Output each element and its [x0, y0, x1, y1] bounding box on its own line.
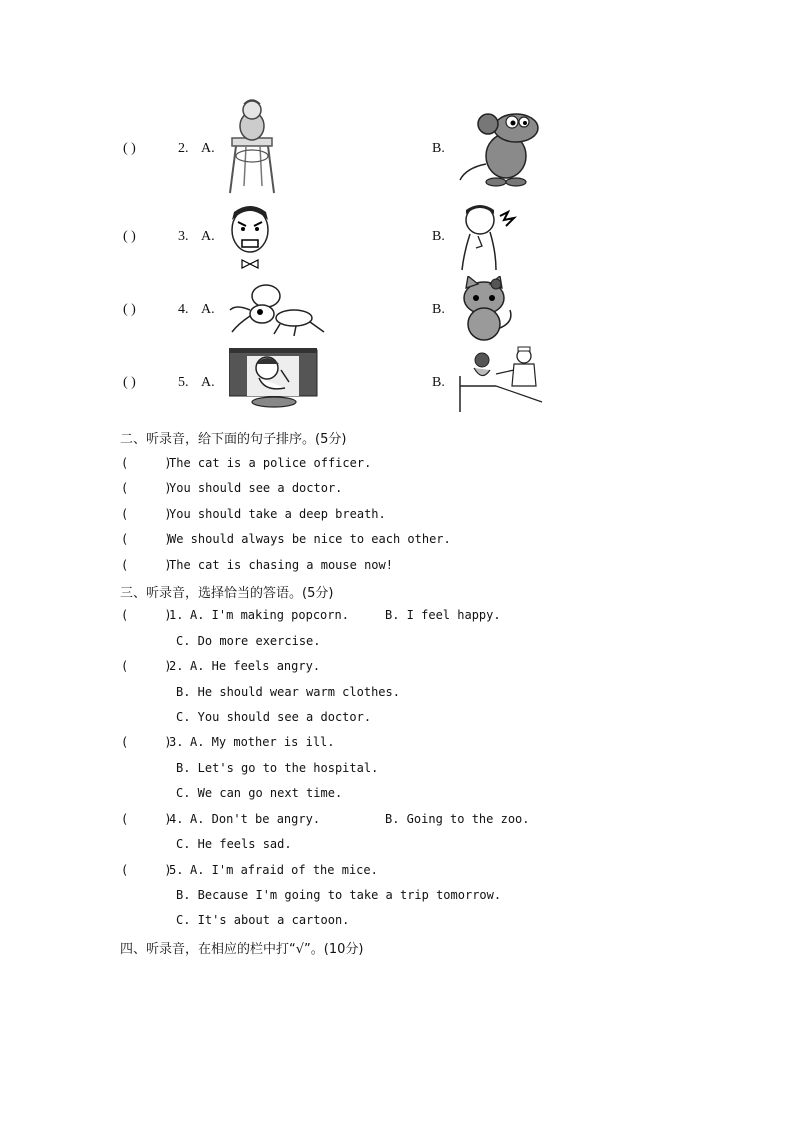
- answer-bracket[interactable]: ( ): [121, 558, 172, 572]
- option-b-label: B.: [432, 302, 445, 317]
- answer-bracket[interactable]: ( ): [121, 532, 172, 546]
- option-c: C. We can go next time.: [176, 786, 343, 800]
- option-c: C. Do more exercise.: [176, 634, 321, 648]
- option-a-label: A.: [201, 302, 215, 317]
- answer-bracket[interactable]: ( ): [121, 735, 172, 749]
- answer-bracket[interactable]: ( ): [121, 507, 172, 521]
- answer-bracket[interactable]: ( ): [121, 863, 172, 877]
- sentence-text: You should take a deep breath.: [169, 507, 386, 521]
- question-number: 2.: [169, 659, 184, 673]
- option-a: A. He feels angry.: [190, 659, 321, 673]
- option-a: A. My mother is ill.: [190, 735, 335, 749]
- question-number: 1.: [169, 608, 184, 622]
- kitten-picture: [456, 276, 516, 344]
- sentence-text: You should see a doctor.: [169, 481, 343, 495]
- question-number: 4.: [169, 812, 184, 826]
- boy-toothache-picture: [456, 202, 520, 272]
- option-b: B. He should wear warm clothes.: [176, 685, 400, 699]
- baby-on-chair-picture: [222, 98, 284, 196]
- answer-bracket[interactable]: ( ): [123, 375, 136, 390]
- option-b-label: B.: [432, 229, 445, 244]
- section-4-heading: 四、听录音，在相应的栏中打“√”。(10分): [120, 942, 364, 957]
- option-b: B. Let's go to the hospital.: [176, 761, 379, 775]
- answer-bracket[interactable]: ( ): [123, 302, 136, 317]
- option-b-label: B.: [432, 141, 445, 156]
- question-number: 3.: [178, 229, 189, 244]
- option-c: C. It's about a cartoon.: [176, 913, 350, 927]
- option-a-label: A.: [201, 229, 215, 244]
- answer-bracket[interactable]: ( ): [121, 659, 172, 673]
- option-a: A. I'm afraid of the mice.: [190, 863, 378, 877]
- sentence-text: We should always be nice to each other.: [169, 532, 451, 546]
- doctor-patient-picture: [456, 346, 546, 416]
- question-number: 4.: [178, 302, 189, 317]
- answer-bracket[interactable]: ( ): [121, 481, 172, 495]
- option-a: A. I'm making popcorn.: [190, 608, 349, 622]
- question-number: 5.: [178, 375, 189, 390]
- section-3-heading: 三、听录音，选择恰当的答语。(5分): [120, 586, 334, 601]
- option-b: B. I feel happy.: [385, 608, 501, 622]
- option-c: C. He feels sad.: [176, 837, 292, 851]
- option-c: C. You should see a doctor.: [176, 710, 372, 724]
- angry-man-picture: [226, 202, 274, 270]
- answer-bracket[interactable]: ( ): [121, 812, 172, 826]
- question-number: 3.: [169, 735, 184, 749]
- ant-picture: [224, 280, 330, 336]
- question-number: 2.: [178, 141, 189, 156]
- option-b-label: B.: [432, 375, 445, 390]
- question-number: 5.: [169, 863, 184, 877]
- answer-bracket[interactable]: ( ): [123, 229, 136, 244]
- sentence-text: The cat is a police officer.: [169, 456, 372, 470]
- answer-bracket[interactable]: ( ): [121, 456, 172, 470]
- mouse-picture: [456, 108, 548, 188]
- answer-bracket[interactable]: ( ): [123, 141, 136, 156]
- answer-bracket[interactable]: ( ): [121, 608, 172, 622]
- option-a-label: A.: [201, 375, 215, 390]
- boy-eating-picture: [229, 348, 319, 410]
- section-2-heading: 二、听录音，给下面的句子排序。(5分): [120, 432, 347, 447]
- option-a-label: A.: [201, 141, 215, 156]
- sentence-text: The cat is chasing a mouse now!: [169, 558, 393, 572]
- option-b: B. Going to the zoo.: [385, 812, 530, 826]
- option-a: A. Don't be angry.: [190, 812, 321, 826]
- option-b: B. Because I'm going to take a trip tomorrow.: [176, 888, 502, 902]
